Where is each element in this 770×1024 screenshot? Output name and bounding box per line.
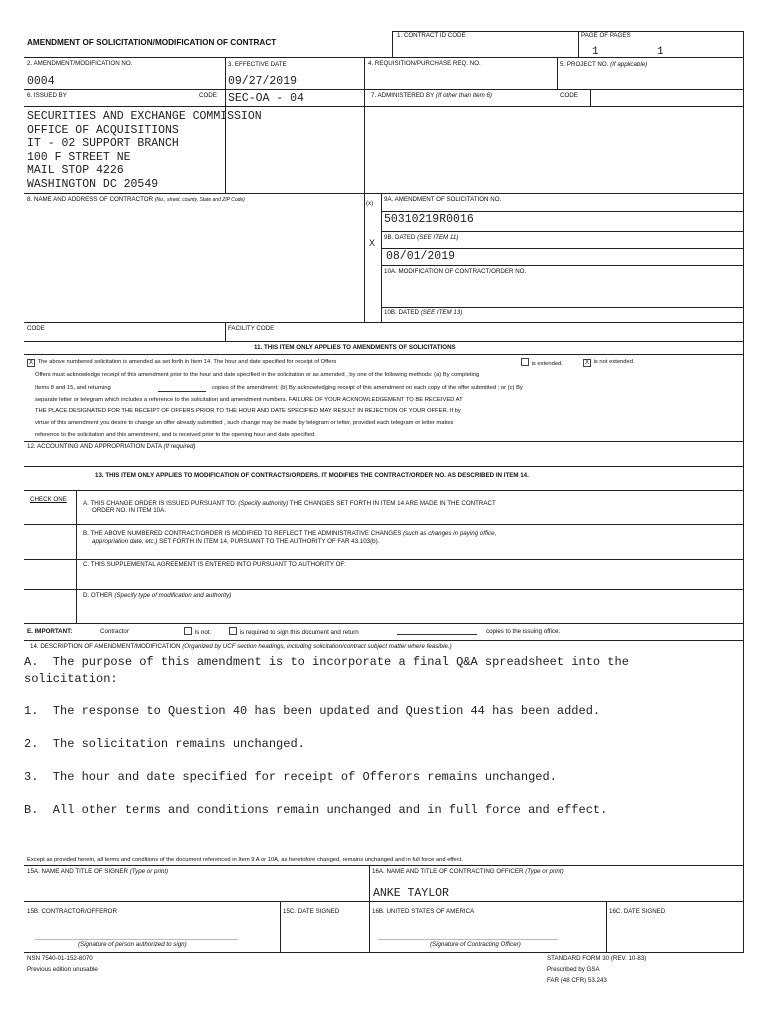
except-statement: Except as provided herein, all terms and conditions of the document referenced in Item 9 A or 10A, as heretofore changed, remains unchanged and in full force and effect. [27, 857, 463, 863]
copies-return-blank [397, 634, 477, 635]
item13d-note: (Specify type of modification and authority) [114, 592, 232, 599]
amendment-no: 0004 [27, 75, 55, 88]
prescribed-by: Prescribed by GSA [547, 966, 600, 973]
administered-by-note: (If other than Item 6) [435, 92, 492, 99]
dated-9b-text: 9B. DATED [384, 234, 416, 241]
not-extended-option [583, 358, 635, 367]
contractor-note: (No., street, county, State and ZIP Code) [154, 197, 245, 203]
previous-edition: Previous edition unusable [27, 966, 98, 973]
effective-date-label: 3. EFFECTIVE DATE [228, 61, 287, 68]
item13c-line: C. THIS SUPPLEMENTAL AGREEMENT IS ENTERED INTO PURSUANT TO AUTHORITY OF: [83, 561, 346, 568]
check-is-required[interactable] [229, 627, 237, 635]
issued-by-code-label: CODE [199, 92, 217, 99]
project-no-label-text: 5. PROJECT NO. [560, 61, 609, 68]
dated-10b-text: 10B. DATED [384, 309, 419, 316]
officer-label [372, 868, 564, 876]
contractor-code-label: CODE [27, 325, 45, 332]
amendment-no-label: 2. AMENDMENT/MODIFICATION NO. [27, 60, 133, 67]
effective-date: 09/27/2019 [228, 75, 298, 88]
not-extended-text: is not extended. [593, 359, 635, 365]
is-required-option [229, 627, 359, 637]
contractor-label-text: 8. NAME AND ADDRESS OF CONTRACTOR [27, 196, 154, 203]
dated-9b: 08/01/2019 [386, 250, 456, 263]
item13d-pre: D. OTHER [83, 592, 113, 599]
copies-text: copies to the issuing office. [486, 628, 561, 635]
check-9b: X [369, 238, 376, 248]
date-signed-15c-label: 15C. DATE SIGNED [283, 908, 340, 915]
item11-line1 [27, 358, 336, 367]
contractor-offeror-label: 15B. CONTRACTOR/OFFEROR [27, 908, 117, 915]
item13b-line2 [92, 538, 379, 546]
date-signed-16c-label: 16C. DATE SIGNED [609, 908, 666, 915]
officer-signature-line[interactable] [378, 939, 558, 940]
important-contractor: Contractor [100, 628, 129, 635]
sig-person-caption: (Signature of person authorized to sign) [78, 941, 187, 948]
is-required-text: is required to sign this document and return [239, 629, 359, 636]
check-is-not[interactable] [184, 627, 192, 635]
officer-note: (Type or print) [525, 868, 564, 875]
is-not-option [184, 627, 211, 637]
usa-label: 16B. UNITED STATES OF AMERICA [372, 908, 475, 915]
x-marker: (x) [366, 200, 374, 207]
project-no-label [560, 61, 647, 69]
amend-solicitation-label: 9A. AMENDMENT OF SOLICITATION NO. [384, 196, 502, 203]
administered-by-text: 7. ADMINISTERED BY [371, 92, 435, 99]
description-para-a: A. The purpose of this amendment is to incorporate a final Q&A spreadsheet into the solicitation: [24, 655, 629, 686]
item14-label [30, 643, 452, 651]
item11-line3b: copies of the amendment; (b) By acknowledging receipt of this amendment on each copy of the offer submitted ; or (c) By [212, 385, 523, 391]
description-para-b: B. All other terms and conditions remain unchanged and in full force and effect. [24, 803, 608, 817]
accounting-note: (If required) [163, 443, 196, 450]
description-item-3: 3. The hour and date specified for receipt of Offerors remains unchanged. [24, 770, 557, 784]
item11-line3a: Items 8 and 15, and returning [35, 385, 111, 391]
item13a-pre: A. THIS CHANGE ORDER IS ISSUED PURSUANT TO: [83, 500, 237, 507]
extended-text: is extended. [531, 361, 563, 367]
signer-text: 15A. NAME AND TITLE OF SIGNER [27, 868, 128, 875]
check-extended[interactable] [521, 358, 529, 366]
item13b-post: SET FORTH IN ITEM 14, PURSUANT TO THE AUTHORITY OF FAR 43.103(b). [159, 538, 380, 545]
solicitation-number: 50310219R0016 [384, 213, 474, 226]
contractor-signature-line[interactable] [35, 939, 238, 940]
copies-blank [158, 391, 206, 392]
modification-10a-label: 10A. MODIFICATION OF CONTRACT/ORDER NO. [384, 268, 527, 275]
item11-line7: reference to the solicitation and this amendment, and is received prior to the opening hour and date specified. [35, 432, 316, 438]
item13a-note: (Specify authority) [238, 500, 289, 507]
requisition-label: 4. REQUISITION/PURCHASE REQ. NO. [368, 60, 481, 67]
issuer-address: SECURITIES AND EXCHANGE COMMISSION OFFICE OF ACQUISITIONS IT - 02 SUPPORT BRANCH 100 F STREET NE MAIL STOP 4226 WASHINGTON DC 20549 [27, 110, 262, 191]
item11-line5: THE PLACE DESIGNATED FOR THE RECEIPT OF OFFERS PRIOR TO THE HOUR AND DATE SPECIFIED MAY RESULT IN REJECTION OF YOUR OFFER. If by [35, 408, 461, 414]
item11-line2: Offers must acknowledge receipt of this amendment prior to the hour and date specified in the solicitation or as amended , by one of the following methods: (a) By completing [35, 372, 480, 378]
accounting-text: 12. ACCOUNTING AND APPROPRIATION DATA [27, 443, 162, 450]
dated-10b-note: (SEE ITEM 13) [420, 309, 463, 316]
item13-heading: 13. THIS ITEM ONLY APPLIES TO MODIFICATION OF CONTRACTS/ORDERS. IT MODIFIES THE CONTRACT/ORDER NO. AS DESCRIBED IN ITEM 14. [95, 472, 529, 479]
dated-9b-label [384, 234, 458, 242]
form-title: AMENDMENT OF SOLICITATION/MODIFICATION OF CONTRACT [27, 38, 277, 47]
item13b-pre: B. THE ABOVE NUMBERED CONTRACT/ORDER IS MODIFIED TO REFLECT THE ADMINISTRATIVE CHANGES [83, 530, 402, 537]
issued-by-label: 6. ISSUED BY [27, 92, 67, 99]
item11-line4: separate letter or telegram which includes a reference to the solicitation and amendment numbers. FAILURE OF YOUR ACKNOWLEDGEMENT TO BE RECEIVED AT [35, 397, 463, 403]
standard-form: STANDARD FORM 30 (REV. 10-83) [547, 955, 647, 962]
check-amended[interactable]: X [28, 360, 33, 366]
important-label: E. IMPORTANT: [27, 628, 73, 635]
item14-note: (Organized by UCF section headings, including solicitation/contract subject matter where feasible.) [182, 643, 452, 650]
pages-total: 1 [657, 46, 664, 58]
contractor-label [27, 196, 245, 204]
dated-9b-note: (SEE ITEM 11) [417, 234, 459, 241]
item14-text: 14. DESCRIPTION OF AMENDMENT/MODIFICATION [30, 643, 181, 650]
facility-code-label: FACILITY CODE [228, 325, 275, 332]
item13a-line2: ORDER NO. IN ITEM 10A. [92, 507, 166, 514]
item13b-note: (such as changes in paying office, [403, 530, 497, 537]
signer-note: (Type or print) [129, 868, 169, 875]
officer-name: ANKE TAYLOR [373, 887, 449, 900]
page-of-pages-label: PAGE OF PAGES [581, 32, 631, 39]
check-one-label: CHECK ONE [30, 496, 67, 503]
item13b-line1 [83, 530, 496, 538]
item11-heading: 11. THIS ITEM ONLY APPLIES TO AMENDMENTS OF SOLICITATIONS [254, 344, 456, 351]
administered-by-label [371, 92, 492, 100]
check-not-extended[interactable]: X [584, 360, 589, 366]
description-item-2: 2. The solicitation remains unchanged. [24, 737, 305, 751]
item11-line1-text: The above numbered solicitation is amended as set forth in Item 14. The hour and date specified for receipt of Offers [37, 359, 337, 365]
administered-code-label: CODE [560, 92, 578, 99]
project-no-note: (If applicable) [610, 61, 648, 68]
extended-option [521, 358, 563, 368]
signer-label [27, 868, 168, 876]
page-number: 1 [592, 46, 599, 58]
nsn-number: NSN 7540-01-152-8070 [27, 955, 93, 962]
officer-text: 16A. NAME AND TITLE OF CONTRACTING OFFICER [372, 868, 524, 875]
item13a-post: THE CHANGES SET FORTH IN ITEM 14 ARE MADE IN THE CONTRACT [289, 500, 496, 507]
far-reference: FAR (48 CFR) 53.243 [547, 977, 607, 984]
contract-id-label: 1. CONTRACT ID CODE [397, 32, 466, 39]
item13b-note2: appropriation date, etc.) [92, 538, 158, 545]
sig-officer-caption: (Signature of Contracting Officer) [430, 941, 521, 948]
accounting-label [27, 443, 196, 451]
issued-by-code: SEC-OA - 04 [228, 92, 304, 105]
description-item-1: 1. The response to Question 40 has been updated and Question 44 has been added. [24, 704, 601, 718]
dated-10b-label [384, 309, 462, 317]
is-not-text: is not. [194, 629, 212, 636]
item13d-line [83, 592, 231, 600]
item11-line6: virtue of this amendment you desire to change an offer already submitted , such change may be made by telegram or letter, provided each telegram or letter makes [35, 420, 454, 426]
